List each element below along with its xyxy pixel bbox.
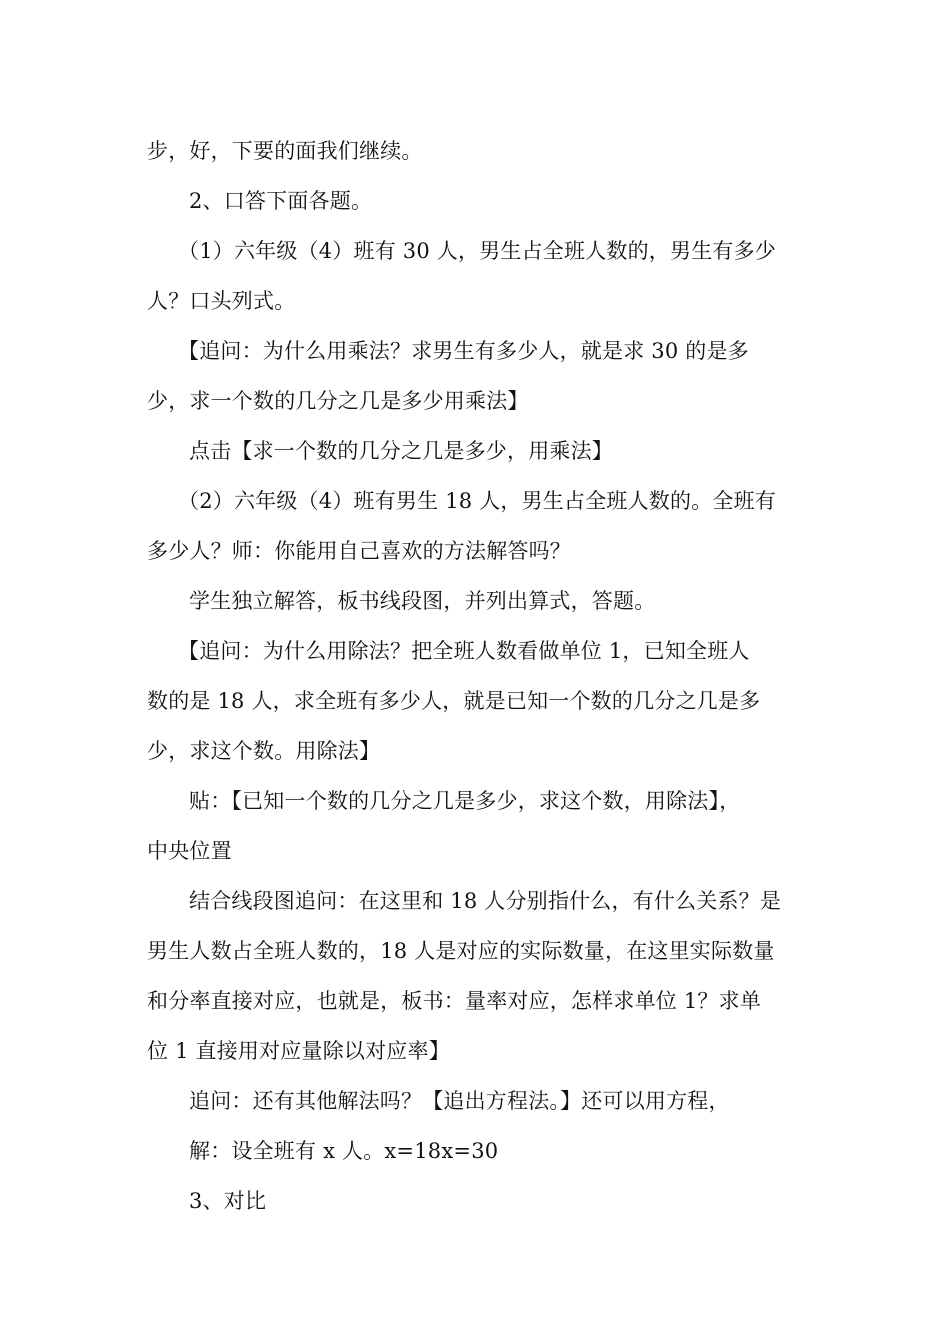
text-line-14: 贴：【已知一个数的几分之几是多少，求这个数，用除法】， xyxy=(189,789,741,813)
text-line-21: 解：设全班有 x 人。x=18x=30 xyxy=(189,1139,499,1163)
text-line-19: 位 1 直接用对应量除以对应率】 xyxy=(147,1039,450,1063)
text-line-1: 步，好，下要的面我们继续。 xyxy=(147,139,423,163)
text-line-8: （2）六年级（4）班有男生 18 人，男生占全班人数的。全班有 xyxy=(178,489,776,513)
text-line-18: 和分率直接对应，也就是，板书：量率对应，怎样求单位 1？求单 xyxy=(147,989,762,1013)
text-line-6: 少，求一个数的几分之几是多少用乘法】 xyxy=(147,389,529,413)
text-line-9: 多少人？师：你能用自己喜欢的方法解答吗？ xyxy=(147,539,571,563)
text-line-10: 学生独立解答，板书线段图，并列出算式，答题。 xyxy=(189,589,656,613)
text-line-16: 结合线段图追问：在这里和 18 人分别指什么，有什么关系？是 xyxy=(189,889,782,913)
text-line-2: 2、口答下面各题。 xyxy=(189,189,373,213)
text-line-22: 3、对比 xyxy=(189,1189,267,1213)
text-line-11: 【追问：为什么用除法？把全班人数看做单位 1，已知全班人 xyxy=(178,639,750,663)
text-line-7: 点击【求一个数的几分之几是多少，用乘法】 xyxy=(189,439,613,463)
text-line-4: 人？口头列式。 xyxy=(147,289,296,313)
text-line-13: 少，求这个数。用除法】 xyxy=(147,739,381,763)
text-line-17: 男生人数占全班人数的，18 人是对应的实际数量，在这里实际数量 xyxy=(147,939,775,963)
text-line-5: 【追问：为什么用乘法？求男生有多少人，就是求 30 的是多 xyxy=(178,339,749,363)
text-line-15: 中央位置 xyxy=(147,839,232,863)
text-line-3: （1）六年级（4）班有 30 人，男生占全班人数的，男生有多少 xyxy=(178,239,776,263)
text-line-20: 追问：还有其他解法吗？【追出方程法。】还可以用方程， xyxy=(189,1089,730,1113)
text-line-12: 数的是 18 人，求全班有多少人，就是已知一个数的几分之几是多 xyxy=(147,689,761,713)
